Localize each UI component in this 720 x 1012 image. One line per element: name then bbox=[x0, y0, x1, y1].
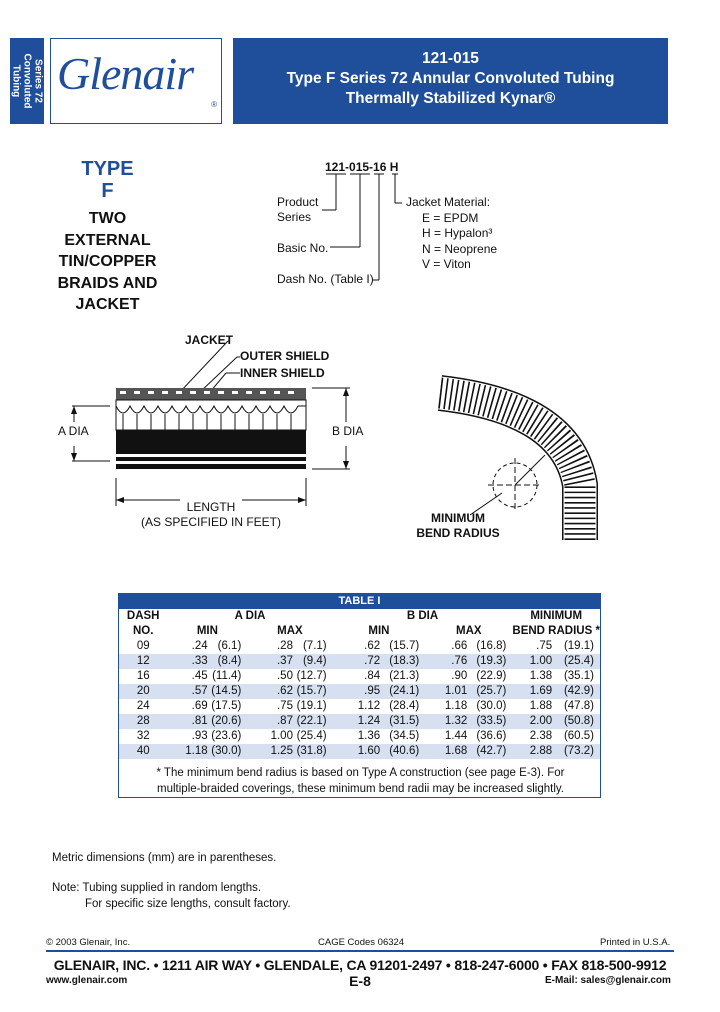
table-row bbox=[119, 729, 600, 744]
table-cell-dash: 24 bbox=[136, 700, 150, 712]
table-cell-amin-mm: (17.5) bbox=[211, 700, 242, 712]
col-header-a-dia: A DIA bbox=[234, 610, 266, 622]
table-cell-amax-mm: (15.7) bbox=[293, 684, 333, 699]
table-cell-bmin: .84 bbox=[364, 670, 381, 682]
table-cell-bmin-mm: (15.7) bbox=[389, 640, 420, 652]
table-cell-bmax: 1.01 bbox=[425, 684, 467, 699]
table-cell-bmax-mm: (33.5) bbox=[467, 714, 512, 729]
footer-divider bbox=[46, 950, 674, 952]
table-cell-bmax-mm: (42.7) bbox=[467, 744, 512, 759]
length-label bbox=[116, 500, 306, 530]
table-cell-amin: .81 bbox=[167, 714, 207, 729]
type-letter: F bbox=[101, 180, 114, 202]
printed-in: Printed in U.S.A. bbox=[600, 937, 671, 948]
table-cell-bend: 1.69 bbox=[512, 684, 552, 699]
table-cell-bend: 2.00 bbox=[512, 714, 552, 729]
table-title: TABLE I bbox=[119, 594, 600, 609]
table-cell-bmin-mm: (28.4) bbox=[389, 700, 420, 712]
dash-no-label: Dash No. (Table I) bbox=[277, 272, 374, 286]
table-cell-bmax: 1.32 bbox=[425, 714, 467, 729]
table-cell-bmin-mm: (40.6) bbox=[380, 744, 425, 759]
col-header-dash: DASH bbox=[126, 610, 160, 622]
table-cell-amax: .37 bbox=[247, 654, 293, 669]
table-cell-bmin-mm: (21.3) bbox=[389, 670, 420, 682]
footnote-line: * The minimum bend radius is based on Type A construction (see page E-3). For bbox=[156, 767, 565, 779]
min-bend-line1: MINIMUM bbox=[431, 511, 485, 525]
table-body bbox=[119, 639, 600, 759]
jacket-option: N = Neoprene bbox=[422, 241, 498, 256]
table-cell-bmin-mm: (18.3) bbox=[380, 654, 425, 669]
table-cell-bend: 1.88 bbox=[529, 700, 553, 712]
type-description bbox=[50, 158, 165, 316]
table-cell-amin: .33 bbox=[167, 654, 207, 669]
table-cell-amin: .69 bbox=[191, 700, 208, 712]
part-number-code: 121-015-16 H bbox=[325, 160, 399, 174]
jacket-option: H = Hypalon³ bbox=[422, 226, 493, 240]
logo-text: Glenair bbox=[57, 48, 194, 99]
col-header-b-min: MIN bbox=[368, 625, 390, 637]
table-row bbox=[119, 714, 600, 729]
table-cell-bend: 2.88 bbox=[512, 744, 552, 759]
col-header-a-min: MIN bbox=[196, 625, 218, 637]
table-cell-bmax: 1.44 bbox=[444, 730, 468, 742]
website-link[interactable]: www.glenair.com bbox=[46, 975, 128, 986]
table-cell-amin: .24 bbox=[191, 640, 208, 652]
table-cell-amin-mm: (23.6) bbox=[211, 730, 242, 742]
type-label: TYPE bbox=[81, 158, 134, 180]
table-cell-bmax: .90 bbox=[451, 670, 468, 682]
type-desc-line: EXTERNAL bbox=[64, 231, 151, 249]
table-cell-bmin-mm: (34.5) bbox=[389, 730, 420, 742]
page-number: E-8 bbox=[349, 973, 371, 989]
table-cell-bmax-mm: (36.6) bbox=[476, 730, 507, 742]
min-bend-label bbox=[408, 511, 508, 541]
table-row bbox=[119, 699, 600, 714]
table-cell-bend-mm: (42.9) bbox=[552, 684, 600, 699]
table-row bbox=[119, 639, 600, 654]
table-cell-bmax: .66 bbox=[451, 640, 468, 652]
random-length-note: Note: Tubing supplied in random lengths. bbox=[52, 882, 262, 894]
table-cell-bmin-mm: (24.1) bbox=[380, 684, 425, 699]
table-cell-bmin: 1.24 bbox=[333, 714, 381, 729]
table-cell-amax: .75 bbox=[276, 700, 293, 712]
table-cell-bmax-mm: (25.7) bbox=[467, 684, 512, 699]
table-cell-amax-mm: (19.1) bbox=[296, 700, 327, 712]
table-cell-amax: .28 bbox=[276, 640, 293, 652]
table-cell-dash: 32 bbox=[136, 730, 150, 742]
table-cell-bmin-mm: (31.5) bbox=[380, 714, 425, 729]
jacket-material-title: Jacket Material: bbox=[406, 195, 491, 209]
product-series-line: Product bbox=[277, 195, 319, 209]
table-cell-amax: .87 bbox=[247, 714, 293, 729]
table-cell-bend-mm: (60.5) bbox=[563, 730, 594, 742]
table-cell-amin-mm: (20.6) bbox=[208, 714, 248, 729]
col-header-bend-radius: BEND RADIUS * bbox=[512, 625, 600, 637]
table-cell-amin-mm: (8.4) bbox=[208, 654, 248, 669]
table-row bbox=[119, 669, 600, 684]
type-desc-line: BRAIDS AND bbox=[57, 274, 158, 292]
table-row bbox=[119, 684, 600, 699]
table-cell-bend-mm: (25.4) bbox=[552, 654, 600, 669]
table-row bbox=[119, 654, 600, 669]
table-cell-bmax-mm: (19.3) bbox=[467, 654, 512, 669]
table-cell-amin-mm: (30.0) bbox=[208, 744, 248, 759]
table-cell-amax-mm: (7.1) bbox=[302, 640, 327, 652]
table-row bbox=[119, 744, 600, 759]
type-desc-line: TWO bbox=[88, 210, 127, 227]
table-cell-bmin: .95 bbox=[333, 684, 381, 699]
jacket-option: E = EPDM bbox=[422, 210, 479, 225]
min-bend-line2: BEND RADIUS bbox=[416, 526, 500, 540]
product-series-label bbox=[277, 195, 318, 225]
glenair-logo bbox=[50, 38, 222, 124]
company-address: GLENAIR, INC. • 1211 AIR WAY • GLENDALE, CA 91201-2497 • 818-247-6000 • FAX 818-500-9912 bbox=[53, 957, 667, 973]
outer-shield-callout: OUTER SHIELD bbox=[240, 349, 330, 363]
table-cell-bend: 1.00 bbox=[512, 654, 552, 669]
table-cell-amax-mm: (9.4) bbox=[293, 654, 333, 669]
side-tab-line1: Series 72 bbox=[32, 59, 44, 103]
table-cell-amax-mm: (31.8) bbox=[293, 744, 333, 759]
footnote-line: multiple-braided coverings, these minimum bend radii may be increased slightly. bbox=[157, 783, 564, 795]
table-cell-bmin: 1.12 bbox=[357, 700, 381, 712]
table-cell-bmax-mm: (30.0) bbox=[476, 700, 507, 712]
side-tab-line3: Tubing bbox=[10, 64, 22, 98]
length-note: (AS SPECIFIED IN FEET) bbox=[140, 515, 281, 529]
table-cell-dash: 40 bbox=[119, 744, 167, 759]
dimension-table bbox=[118, 593, 601, 798]
table-cell-amin: .45 bbox=[191, 670, 208, 682]
table-cell-bmin: 1.60 bbox=[333, 744, 381, 759]
logo-registered-mark: ® bbox=[211, 100, 217, 109]
table-cell-bmin: .72 bbox=[333, 654, 381, 669]
type-desc-line: TIN/COPPER bbox=[58, 253, 157, 270]
col-header-a-max: MAX bbox=[277, 625, 303, 637]
table-cell-amax: 1.25 bbox=[247, 744, 293, 759]
table-cell-bmax-mm: (16.8) bbox=[476, 640, 507, 652]
table-cell-bend-mm: (73.2) bbox=[552, 744, 600, 759]
header-part-number: 121-015 bbox=[422, 50, 479, 67]
cage-codes: CAGE Codes 06324 bbox=[318, 937, 405, 948]
table-cell-amin: 1.18 bbox=[167, 744, 207, 759]
consult-factory-note: For specific size lengths, consult factory. bbox=[85, 898, 291, 910]
col-header-no: NO. bbox=[132, 625, 154, 637]
table-cell-amax-mm: (22.1) bbox=[293, 714, 333, 729]
header-product-line: Type F Series 72 Annular Convoluted Tubing bbox=[286, 70, 615, 87]
length-title: LENGTH bbox=[186, 500, 236, 514]
table-header-row bbox=[119, 624, 600, 639]
table-cell-bmax: 1.68 bbox=[425, 744, 467, 759]
table-cell-bend: 1.38 bbox=[529, 670, 553, 682]
type-desc-line: JACKET bbox=[75, 296, 140, 313]
table-cell-bmax: 1.18 bbox=[444, 700, 468, 712]
col-header-b-dia: B DIA bbox=[406, 610, 439, 622]
table-cell-amin: .57 bbox=[167, 684, 207, 699]
email-link[interactable]: E-Mail: sales@glenair.com bbox=[545, 975, 671, 986]
table-cell-bmax-mm: (22.9) bbox=[476, 670, 507, 682]
table-cell-amin-mm: (11.4) bbox=[212, 670, 242, 682]
copyright: © 2003 Glenair, Inc. bbox=[46, 937, 131, 948]
table-cell-amin: .93 bbox=[191, 730, 208, 742]
table-cell-dash: 12 bbox=[119, 654, 167, 669]
table-cell-bend-mm: (47.8) bbox=[563, 700, 594, 712]
b-dia-label: B DIA bbox=[332, 424, 364, 438]
table-cell-dash: 16 bbox=[136, 670, 150, 682]
series-side-tab bbox=[10, 38, 44, 124]
table-cell-dash: 28 bbox=[119, 714, 167, 729]
table-cell-dash: 09 bbox=[136, 640, 150, 652]
table-cell-amin-mm: (6.1) bbox=[217, 640, 242, 652]
basic-no-label: Basic No. bbox=[277, 241, 329, 255]
table-cell-bmin: .62 bbox=[364, 640, 381, 652]
table-cell-bend: .75 bbox=[536, 640, 553, 652]
product-series-line: Series bbox=[277, 210, 312, 224]
table-cell-amax-mm: (25.4) bbox=[296, 730, 327, 742]
header-material-line: Thermally Stabilized Kynar® bbox=[345, 90, 556, 107]
table-cell-amax-mm: (12.7) bbox=[296, 670, 327, 682]
metric-note: Metric dimensions (mm) are in parentheses. bbox=[52, 852, 277, 864]
table-header-row bbox=[119, 609, 600, 624]
table-cell-bmax: .76 bbox=[425, 654, 467, 669]
jacket-material-legend bbox=[406, 195, 497, 273]
inner-shield-callout: INNER SHIELD bbox=[240, 366, 325, 380]
table-cell-dash: 20 bbox=[119, 684, 167, 699]
table-cell-amax: .50 bbox=[276, 670, 293, 682]
col-header-b-max: MAX bbox=[456, 625, 482, 637]
table-cell-amin-mm: (14.5) bbox=[208, 684, 248, 699]
table-cell-bend-mm: (19.1) bbox=[563, 640, 594, 652]
page-header bbox=[233, 38, 668, 124]
table-cell-bend-mm: (50.8) bbox=[552, 714, 600, 729]
jacket-callout: JACKET bbox=[185, 333, 234, 347]
col-header-min-bend: MINIMUM bbox=[530, 610, 583, 622]
jacket-option: V = Viton bbox=[422, 257, 471, 271]
table-cell-bend: 2.38 bbox=[529, 730, 553, 742]
table-footnote bbox=[127, 765, 594, 797]
a-dia-label: A DIA bbox=[58, 424, 89, 438]
table-cell-bmin: 1.36 bbox=[357, 730, 381, 742]
table-cell-bend-mm: (35.1) bbox=[563, 670, 594, 682]
side-tab-line2: Convoluted bbox=[21, 53, 33, 109]
table-cell-amax: 1.00 bbox=[270, 730, 293, 742]
table-cell-amax: .62 bbox=[247, 684, 293, 699]
table-grid bbox=[119, 609, 600, 759]
